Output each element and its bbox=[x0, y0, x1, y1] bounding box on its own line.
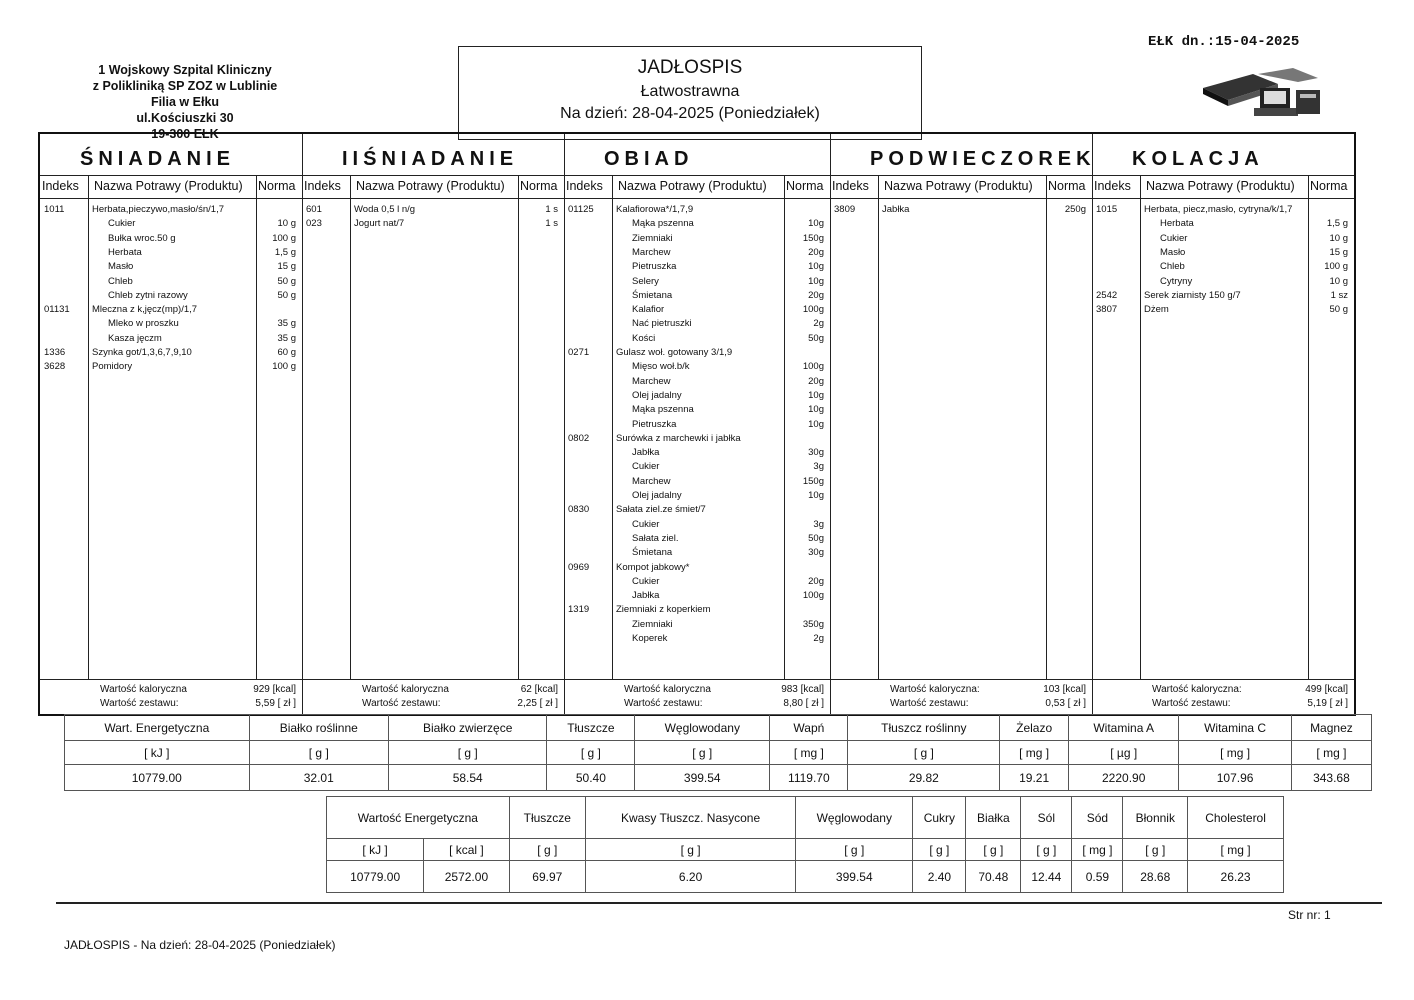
dish-name: Gulasz woł. gotowany 3/1,9 bbox=[616, 347, 733, 358]
dish-norm: 10g bbox=[808, 389, 824, 401]
dish-norm: 10 g bbox=[1329, 232, 1348, 244]
nutrient-unit: [ mg ] bbox=[1000, 741, 1069, 765]
nutrient-unit: [ kJ ] bbox=[327, 839, 424, 861]
ingredient-name: Cukier bbox=[632, 575, 660, 587]
nutrient-unit: [ g ] bbox=[913, 839, 966, 861]
kcal-label: Wartość kaloryczna: bbox=[890, 684, 980, 695]
dish-norm: 250g bbox=[1064, 204, 1086, 215]
ingredient-name: Chleb bbox=[108, 275, 133, 287]
nutrient-label: Wart. Energetyczna bbox=[65, 715, 250, 741]
ingredient-name: Kalafior bbox=[632, 304, 665, 316]
ingredient-name: Sałata ziel. bbox=[632, 532, 679, 544]
dish-name: Sałata ziel.ze śmiet/7 bbox=[616, 504, 706, 516]
dish-norm: 30g bbox=[808, 547, 824, 559]
footer-text: JADŁOSPIS - Na dzień: 28-04-2025 (Poniedziałek) bbox=[64, 938, 336, 952]
nutrient-unit: [ g ] bbox=[1123, 839, 1188, 861]
ingredient-name: Kasza jęczm bbox=[108, 332, 162, 344]
header-norma: Norma bbox=[1310, 179, 1348, 193]
dish-norm: 10g bbox=[808, 418, 824, 430]
dish-norm: 20g bbox=[808, 575, 824, 587]
dish-name: Jogurt nat/7 bbox=[354, 218, 405, 230]
ingredient-name: Nać pietruszki bbox=[632, 318, 692, 330]
nutrition-table-summary bbox=[326, 796, 1284, 893]
meal-name: IIŚNIADANIE bbox=[302, 134, 564, 176]
nutrient-unit: [ g ] bbox=[509, 839, 585, 861]
ingredient-name: Chleb zytni razowy bbox=[108, 289, 188, 301]
dish-index: 01131 bbox=[44, 304, 70, 316]
books-computer-icon bbox=[1198, 60, 1328, 120]
nutrient-label: Tłuszcze bbox=[509, 797, 585, 839]
ingredient-name: Cukier bbox=[632, 518, 660, 530]
nutrient-value: 6.20 bbox=[585, 861, 795, 893]
ingredient-name: Mąka pszenna bbox=[632, 404, 694, 416]
dish-norm: 100 g bbox=[1324, 261, 1348, 273]
column-headers bbox=[40, 176, 302, 199]
nutrient-label: Wapń bbox=[770, 715, 848, 741]
dish-norm: 35 g bbox=[277, 318, 296, 330]
dish-index: 0802 bbox=[568, 432, 590, 444]
kcal-label: Wartość kaloryczna: bbox=[1152, 684, 1242, 695]
hospital-address bbox=[70, 62, 300, 142]
issue-date: EŁK dn.:15-04-2025 bbox=[1148, 34, 1300, 50]
meal-column bbox=[564, 134, 831, 714]
dish-norm: 10g bbox=[808, 404, 824, 416]
nutrient-unit: [ g ] bbox=[585, 839, 795, 861]
nutrient-label: Cukry bbox=[913, 797, 966, 839]
header-indeks: Indeks bbox=[304, 179, 341, 193]
dish-norm: 10g bbox=[808, 261, 824, 273]
nutrient-value: 10779.00 bbox=[65, 765, 250, 791]
dish-name: Dżem bbox=[1144, 304, 1169, 316]
nutrient-unit: [ g ] bbox=[635, 741, 770, 765]
nutrient-value: 58.54 bbox=[388, 765, 546, 791]
nutrient-value: 399.54 bbox=[635, 765, 770, 791]
nutrient-label: Węglowodany bbox=[796, 797, 913, 839]
dish-norm: 30g bbox=[808, 447, 824, 459]
dish-index: 3807 bbox=[1096, 304, 1118, 316]
header-nazwa: Nazwa Potrawy (Produktu) bbox=[94, 179, 243, 193]
dish-norm: 1 s bbox=[545, 204, 558, 215]
nutrient-unit: [ µg ] bbox=[1069, 741, 1179, 765]
dish-norm: 100 g bbox=[272, 361, 296, 373]
nutrient-label: Wartość Energetyczna bbox=[327, 797, 510, 839]
dish-index: 1015 bbox=[1096, 204, 1118, 215]
dish-index: 3628 bbox=[44, 361, 66, 373]
dish-norm: 100 g bbox=[272, 232, 296, 244]
header-indeks: Indeks bbox=[1094, 179, 1131, 193]
dish-name: Serek ziarnisty 150 g/7 bbox=[1144, 289, 1241, 301]
kcal-value: 62 [kcal] bbox=[520, 684, 558, 695]
nutrient-value: 70.48 bbox=[966, 861, 1021, 893]
ingredient-name: Herbata bbox=[1160, 218, 1194, 230]
nutrient-label: Sód bbox=[1072, 797, 1123, 839]
dish-index: 601 bbox=[306, 204, 322, 215]
nutrient-label: Cholesterol bbox=[1188, 797, 1284, 839]
dish-index: 0830 bbox=[568, 504, 590, 516]
ingredient-name: Bułka wroc.50 g bbox=[108, 232, 176, 244]
ingredient-name: Cukier bbox=[108, 218, 136, 230]
dish-norm: 350g bbox=[802, 618, 824, 630]
divider bbox=[1140, 176, 1141, 680]
dish-norm: 100g bbox=[802, 361, 824, 373]
dish-norm: 50 g bbox=[277, 275, 296, 287]
meal-column bbox=[40, 134, 303, 714]
nutrient-unit: [ mg ] bbox=[1291, 741, 1371, 765]
dish-norm: 20g bbox=[808, 289, 824, 301]
nutrient-value: 1119.70 bbox=[770, 765, 848, 791]
kcal-label: Wartość kaloryczna bbox=[624, 684, 711, 695]
nutrient-value: 343.68 bbox=[1291, 765, 1371, 791]
kcal-value: 929 [kcal] bbox=[253, 684, 296, 695]
dish-index: 01125 bbox=[568, 204, 594, 215]
nutrient-label: Węglowodany bbox=[635, 715, 770, 741]
ingredient-name: Selery bbox=[632, 275, 659, 287]
menu-date: Na dzień: 28-04-2025 (Poniedziałek) bbox=[560, 105, 820, 122]
header-norma: Norma bbox=[520, 179, 558, 193]
nutrient-value: 0.59 bbox=[1072, 861, 1123, 893]
cost-label: Wartość zestawu: bbox=[890, 698, 969, 709]
page-title: JADŁOSPIS bbox=[637, 57, 743, 78]
dish-norm: 1 sz bbox=[1330, 289, 1348, 301]
ingredient-name: Mięso woł.b/k bbox=[632, 361, 690, 373]
title-box bbox=[458, 46, 922, 140]
nutrient-label: Żelazo bbox=[1000, 715, 1069, 741]
header-indeks: Indeks bbox=[566, 179, 603, 193]
dish-index: 0271 bbox=[568, 347, 590, 358]
ingredient-name: Pietruszka bbox=[632, 418, 677, 430]
nutrient-value: 2.40 bbox=[913, 861, 966, 893]
dish-name: Mleczna z k,jęcz(mp)/1,7 bbox=[92, 304, 198, 316]
divider bbox=[88, 176, 89, 680]
dish-norm: 100g bbox=[802, 304, 824, 316]
header-indeks: Indeks bbox=[832, 179, 869, 193]
divider bbox=[518, 176, 519, 680]
dish-norm: 10g bbox=[808, 275, 824, 287]
dish-norm: 50g bbox=[808, 332, 824, 344]
dish-norm: 35 g bbox=[277, 332, 296, 344]
nutrient-unit: [ g ] bbox=[1021, 839, 1072, 861]
dish-norm: 60 g bbox=[277, 347, 296, 358]
dish-index: 1011 bbox=[44, 204, 65, 215]
dish-norm: 20g bbox=[808, 375, 824, 387]
dish-name: Herbata,pieczywo,masło/śn/1,7 bbox=[92, 204, 225, 215]
header-nazwa: Nazwa Potrawy (Produktu) bbox=[1146, 179, 1295, 193]
nutrient-unit: [ kJ ] bbox=[65, 741, 250, 765]
nutrient-value: 399.54 bbox=[796, 861, 913, 893]
header-norma: Norma bbox=[786, 179, 824, 193]
cost-value: 2,25 [ zł ] bbox=[517, 698, 558, 709]
nutrient-unit: [ g ] bbox=[966, 839, 1021, 861]
dish-norm: 50 g bbox=[277, 289, 296, 301]
header-nazwa: Nazwa Potrawy (Produktu) bbox=[618, 179, 767, 193]
column-headers bbox=[1092, 176, 1354, 199]
nutrient-value: 2572.00 bbox=[424, 861, 509, 893]
ingredient-name: Cukier bbox=[1160, 232, 1188, 244]
cost-value: 0,53 [ zł ] bbox=[1045, 698, 1086, 709]
cost-label: Wartość zestawu: bbox=[100, 698, 179, 709]
dish-index: 1336 bbox=[44, 347, 66, 358]
ingredient-name: Masło bbox=[108, 261, 134, 273]
nutrient-unit: [ mg ] bbox=[770, 741, 848, 765]
kcal-value: 103 [kcal] bbox=[1043, 684, 1086, 695]
dish-name: Herbata, piecz,masło, cytryna/k/1,7 bbox=[1144, 204, 1293, 215]
column-headers bbox=[564, 176, 830, 199]
nutrient-label: Białko roślinne bbox=[249, 715, 388, 741]
dish-name: Kalafiorowa*/1,7,9 bbox=[616, 204, 694, 215]
hospital-line: 19-300 EŁK bbox=[151, 127, 219, 141]
cost-value: 8,80 [ zł ] bbox=[783, 698, 824, 709]
nutrient-value: 32.01 bbox=[249, 765, 388, 791]
ingredient-name: Mleko w proszku bbox=[108, 318, 179, 330]
meal-name: ŚNIADANIE bbox=[40, 134, 302, 176]
ingredient-name: Marchew bbox=[632, 475, 671, 487]
ingredient-name: Chleb bbox=[1160, 261, 1185, 273]
ingredient-name: Kości bbox=[632, 332, 656, 344]
dish-norm: 15 g bbox=[277, 261, 296, 273]
nutrient-unit: [ mg ] bbox=[1188, 839, 1284, 861]
nutrient-unit: [ g ] bbox=[848, 741, 1000, 765]
nutrient-value: 107.96 bbox=[1179, 765, 1292, 791]
nutrient-label: Błonnik bbox=[1123, 797, 1188, 839]
dish-index: 2542 bbox=[1096, 289, 1118, 301]
dish-name: Jabłka bbox=[882, 204, 910, 215]
nutrient-value: 29.82 bbox=[848, 765, 1000, 791]
dish-norm: 100g bbox=[802, 590, 824, 602]
nutrient-label: Białko zwierzęce bbox=[388, 715, 546, 741]
nutrient-unit: [ g ] bbox=[796, 839, 913, 861]
ingredient-name: Herbata bbox=[108, 246, 142, 258]
kcal-value: 983 [kcal] bbox=[781, 684, 824, 695]
header-indeks: Indeks bbox=[42, 179, 79, 193]
meal-column bbox=[1092, 134, 1354, 714]
ingredient-name: Masło bbox=[1160, 246, 1186, 258]
ingredient-name: Mąka pszenna bbox=[632, 218, 694, 230]
dish-index: 023 bbox=[306, 218, 322, 230]
ingredient-name: Ziemniaki bbox=[632, 232, 673, 244]
hospital-line: 1 Wojskowy Szpital Kliniczny bbox=[98, 63, 272, 77]
dish-name: Kompot jabkowy* bbox=[616, 561, 690, 573]
meal-column bbox=[830, 134, 1096, 714]
nutrient-label: Sól bbox=[1021, 797, 1072, 839]
nutrient-value: 50.40 bbox=[547, 765, 635, 791]
footer-divider bbox=[56, 902, 1382, 904]
divider bbox=[612, 176, 613, 680]
nutrient-label: Witamina A bbox=[1069, 715, 1179, 741]
column-headers bbox=[302, 176, 564, 199]
meal-summary bbox=[564, 679, 830, 714]
nutrition-table-daily bbox=[64, 714, 1372, 791]
header-nazwa: Nazwa Potrawy (Produktu) bbox=[884, 179, 1033, 193]
nutrient-value: 19.21 bbox=[1000, 765, 1069, 791]
nutrient-unit: [ g ] bbox=[547, 741, 635, 765]
dish-norm: 20g bbox=[808, 246, 824, 258]
nutrient-label: Magnez bbox=[1291, 715, 1371, 741]
nutrient-label: Witamina C bbox=[1179, 715, 1292, 741]
dish-name: Ziemniaki z koperkiem bbox=[616, 604, 711, 616]
ingredient-name: Cukier bbox=[632, 461, 660, 473]
header-nazwa: Nazwa Potrawy (Produktu) bbox=[356, 179, 505, 193]
dish-norm: 2g bbox=[813, 633, 824, 644]
nutrient-value: 2220.90 bbox=[1069, 765, 1179, 791]
dish-norm: 50 g bbox=[1329, 304, 1348, 316]
nutrient-value: 10779.00 bbox=[327, 861, 424, 893]
column-headers bbox=[830, 176, 1092, 199]
meal-name: OBIAD bbox=[564, 134, 830, 176]
meal-column bbox=[302, 134, 565, 714]
divider bbox=[350, 176, 351, 680]
hospital-line: Filia w Ełku bbox=[150, 95, 220, 109]
header-norma: Norma bbox=[258, 179, 296, 193]
kcal-value: 499 [kcal] bbox=[1305, 684, 1348, 695]
meal-summary bbox=[40, 679, 302, 714]
nutrient-label: Tłuszcze bbox=[547, 715, 635, 741]
cost-label: Wartość zestawu: bbox=[362, 698, 441, 709]
ingredient-name: Jabłka bbox=[632, 447, 660, 459]
ingredient-name: Ziemniaki bbox=[632, 618, 673, 630]
header-norma: Norma bbox=[1048, 179, 1086, 193]
dish-norm: 15 g bbox=[1329, 246, 1348, 258]
dish-index: 0969 bbox=[568, 561, 590, 573]
divider bbox=[1046, 176, 1047, 680]
page-number: Str nr: 1 bbox=[1288, 908, 1331, 922]
dish-norm: 10 g bbox=[277, 218, 296, 230]
dish-norm: 150g bbox=[802, 232, 824, 244]
ingredient-name: Cytryny bbox=[1160, 275, 1193, 287]
diet-name: Łatwostrawna bbox=[640, 83, 740, 100]
dish-norm: 10g bbox=[808, 218, 824, 230]
dish-norm: 50g bbox=[808, 532, 824, 544]
nutrient-unit: [ g ] bbox=[249, 741, 388, 765]
ingredient-name: Śmietana bbox=[632, 289, 673, 301]
meal-name: KOLACJA bbox=[1092, 134, 1354, 176]
meal-name: PODWIECZOREK bbox=[830, 134, 1092, 176]
dish-index: 3809 bbox=[834, 204, 856, 215]
kcal-label: Wartość kaloryczna bbox=[362, 684, 449, 695]
ingredient-name: Śmietana bbox=[632, 547, 673, 559]
dish-norm: 1,5 g bbox=[1326, 218, 1348, 230]
cost-label: Wartość zestawu: bbox=[1152, 698, 1231, 709]
nutrient-value: 26.23 bbox=[1188, 861, 1284, 893]
ingredient-name: Pietruszka bbox=[632, 261, 677, 273]
meal-summary bbox=[830, 679, 1092, 714]
nutrient-value: 12.44 bbox=[1021, 861, 1072, 893]
ingredient-name: Jabłka bbox=[632, 590, 660, 602]
hospital-line: ul.Kościuszki 30 bbox=[136, 111, 234, 125]
dish-name: Surówka z marchewki i jabłka bbox=[616, 432, 741, 444]
dish-norm: 2g bbox=[813, 318, 824, 330]
dish-name: Szynka got/1,3,6,7,9,10 bbox=[92, 347, 192, 358]
ingredient-name: Marchew bbox=[632, 375, 671, 387]
menu-table bbox=[38, 132, 1356, 716]
dish-name: Pomidory bbox=[92, 361, 133, 373]
cost-value: 5,59 [ zł ] bbox=[255, 698, 296, 709]
nutrient-unit: [ g ] bbox=[388, 741, 546, 765]
cost-label: Wartość zestawu: bbox=[624, 698, 703, 709]
dish-norm: 10 g bbox=[1329, 275, 1348, 287]
ingredient-name: Olej jadalny bbox=[632, 389, 682, 401]
nutrient-label: Kwasy Tłuszcz. Nasycone bbox=[585, 797, 795, 839]
ingredient-name: Koperek bbox=[632, 633, 668, 644]
dish-name: Woda 0,5 l n/g bbox=[354, 204, 416, 215]
nutrient-label: Białka bbox=[966, 797, 1021, 839]
dish-norm: 1,5 g bbox=[274, 246, 296, 258]
cost-value: 5,19 [ zł ] bbox=[1307, 698, 1348, 709]
dish-norm: 3g bbox=[813, 461, 824, 473]
dish-norm: 10g bbox=[808, 490, 824, 501]
nutrient-value: 69.97 bbox=[509, 861, 585, 893]
dish-norm: 1 s bbox=[545, 218, 558, 230]
nutrient-label: Tłuszcz roślinny bbox=[848, 715, 1000, 741]
ingredient-name: Marchew bbox=[632, 246, 671, 258]
divider bbox=[878, 176, 879, 680]
nutrient-value: 28.68 bbox=[1123, 861, 1188, 893]
hospital-line: z Polikliniką SP ZOZ w Lublinie bbox=[92, 79, 278, 93]
nutrient-unit: [ mg ] bbox=[1072, 839, 1123, 861]
dish-norm: 3g bbox=[813, 518, 824, 530]
kcal-label: Wartość kaloryczna bbox=[100, 684, 187, 695]
dish-index: 1319 bbox=[568, 604, 590, 616]
nutrient-unit: [ mg ] bbox=[1179, 741, 1292, 765]
meal-summary bbox=[302, 679, 564, 714]
nutrient-unit: [ kcal ] bbox=[424, 839, 509, 861]
meal-summary bbox=[1092, 679, 1354, 714]
ingredient-name: Olej jadalny bbox=[632, 490, 682, 501]
dish-norm: 150g bbox=[802, 475, 824, 487]
